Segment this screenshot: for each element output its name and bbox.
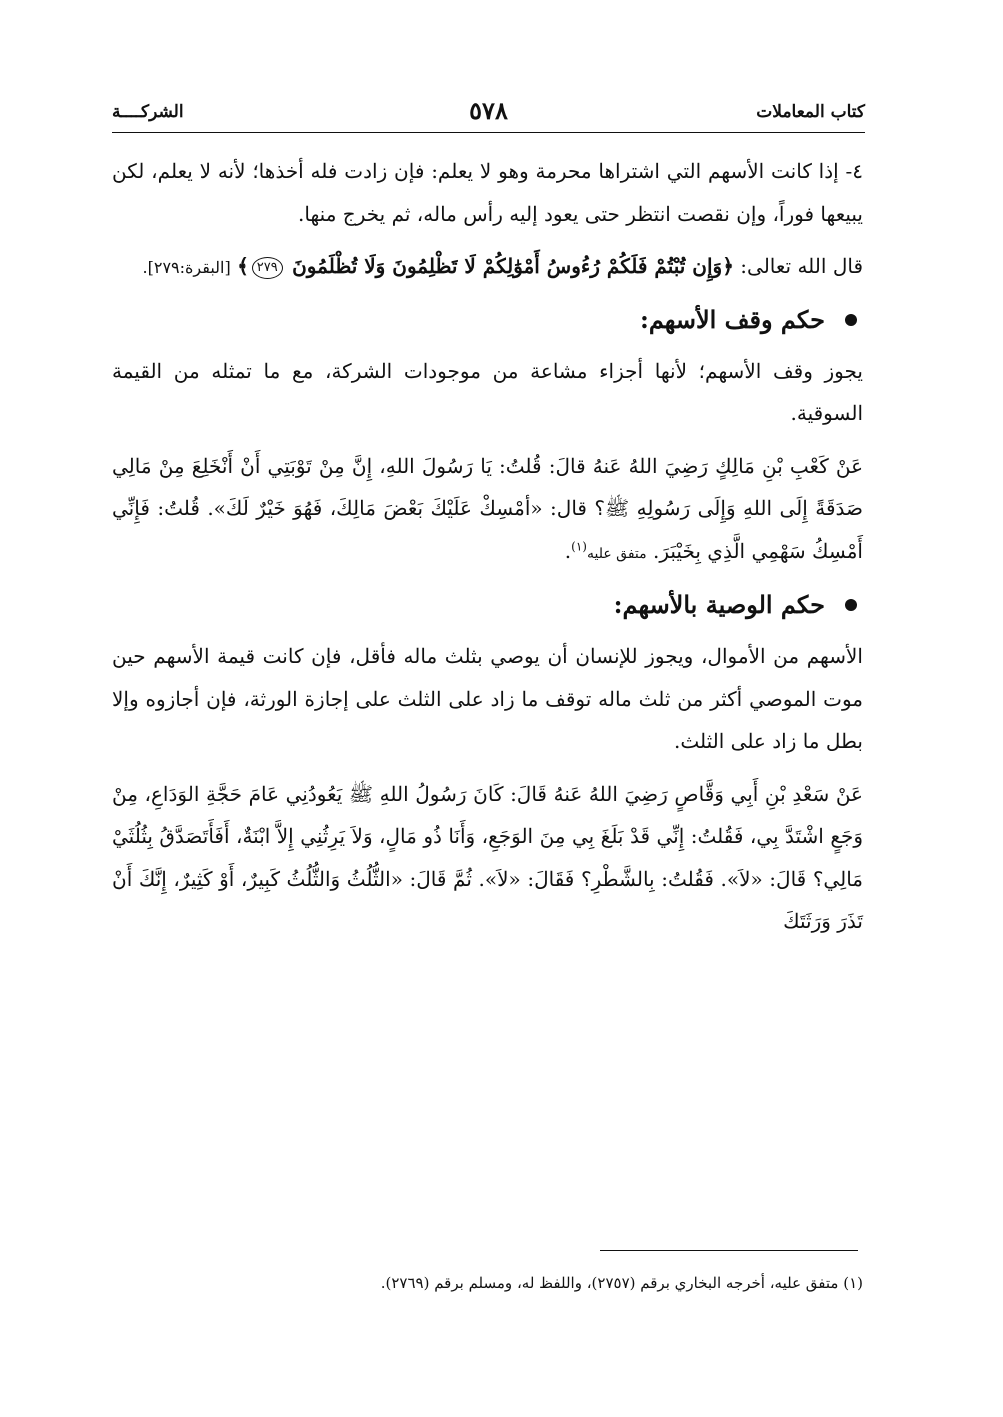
verse-close: ﴾ <box>237 254 249 278</box>
verse-reference: [البقرة:٢٧٩]. <box>142 258 231 277</box>
footnote-divider <box>600 1250 858 1251</box>
chapter-title: الشركــــة <box>112 102 184 122</box>
wasiyya-paragraph: الأسهم من الأموال، ويجوز للإنسان أن يوصي بثلث ماله فأقل، فإن كانت قيمة الأسهم حين موت الموصي أكثر من ثلث ماله توقف ما زاد على الثلث على إجازة الورثة، فإن أجازوه وإلا بطل ما زاد على الثلث. <box>112 644 863 753</box>
footnote: (١) متفق عليه، أخرجه البخاري برقم (٢٧٥٧)، واللفظ له، ومسلم برقم (٢٧٦٩). <box>380 1274 863 1292</box>
verse-text: ﴿وَإِن تُبْتُمْ فَلَكُمْ رُءُوسُ أَمْوَٰلِكُمْ لَا تَظْلِمُونَ وَلَا تُظْلَمُونَ <box>292 254 734 278</box>
ayah-number-badge: ٢٧٩ <box>252 257 283 279</box>
page-header <box>112 96 865 136</box>
waqf-paragraph: يجوز وقف الأسهم؛ لأنها أجزاء مشاعة من موجودات الشركة، مع ما تمثله من القيمة السوقية. <box>112 358 863 425</box>
book-title: كتاب المعاملات <box>756 102 865 122</box>
heading-text: حكم وقف الأسهم: <box>639 304 825 334</box>
quran-verse-paragraph <box>112 245 863 290</box>
main-content <box>112 150 863 953</box>
bullet-icon <box>845 314 857 326</box>
page-number: ٥٧٨ <box>469 96 508 125</box>
hadith-kaab-paragraph <box>112 445 863 576</box>
section-heading-waqf <box>112 300 863 340</box>
hadith-saad-paragraph: عَنْ سَعْدِ بْنِ أَبِي وَقَّاصٍ رَضِيَ اللهُ عَنهُ قَالَ: كَانَ رَسُولُ اللهِ ﷺ يَعُودُنِي عَامَ حَجَّةِ الوَدَاعِ، مِنْ وَجَعٍ اشْتَدَّ بِي، فَقُلتُ: إِنِّي قَدْ بَلَغَ بِي مِنَ الوَجَعِ، وَأَنَا ذُو مَالٍ، وَلاَ يَرِثُنِي إِلاَّ ابْنَةٌ، أَفَأَتَصَدَّقُ بِثُلُثَيْ مَالِي؟ قَالَ: «لاَ». فَقُلتُ: بِالشَّطْرِ؟ فَقَالَ: «لاَ». ثُمَّ قَالَ: «الثُّلُثُ وَالثُّلُثُ كَبِيرٌ، أَوْ كَثِيرٌ، إِنَّكَ أَنْ تَذَرَ وَرَثَتَكَ <box>112 781 864 933</box>
footnote-marker[interactable]: (١) <box>571 538 587 553</box>
verse-intro: قال الله تعالى: <box>733 254 863 278</box>
bullet-icon <box>845 599 857 611</box>
hadith-end: . <box>564 538 572 563</box>
hadith-text: عَنْ كَعْبِ بْنِ مَالِكٍ رَضِيَ اللهُ عَنهُ قالَ: قُلتُ: يَا رَسُولَ اللهِ، إِنَّ مِنْ تَوْبَتِي أَنْ أَنْخَلِعَ مِنْ مَالِي صَدَقَةً إِلَى اللهِ وَإِلَى رَسُولِهِ ﷺ؟ قال: «أمْسِكْ عَلَيْكَ بَعْضَ مَالِكَ، فَهُوَ خَيْرٌ لَكَ». قُلتُ: فَإِنِّي أَمْسِكُ سَهْمِي الَّذِي بِخَيْبَرَ. <box>112 453 863 563</box>
hadith-grading: متفق عليه <box>586 545 647 562</box>
heading-text: حكم الوصية بالأسهم: <box>613 590 825 619</box>
section-heading-wasiyya <box>112 585 863 625</box>
point-4-paragraph: ٤- إذا كانت الأسهم التي اشتراها محرمة وهو لا يعلم: فإن زادت فله أخذها؛ لأنه لا يعلم، لكن يبيعها فوراً، وإن نقصت انتظر حتى يعود إليه رأس ماله، ثم يخرج منها. <box>112 159 863 226</box>
header-divider <box>112 132 865 133</box>
